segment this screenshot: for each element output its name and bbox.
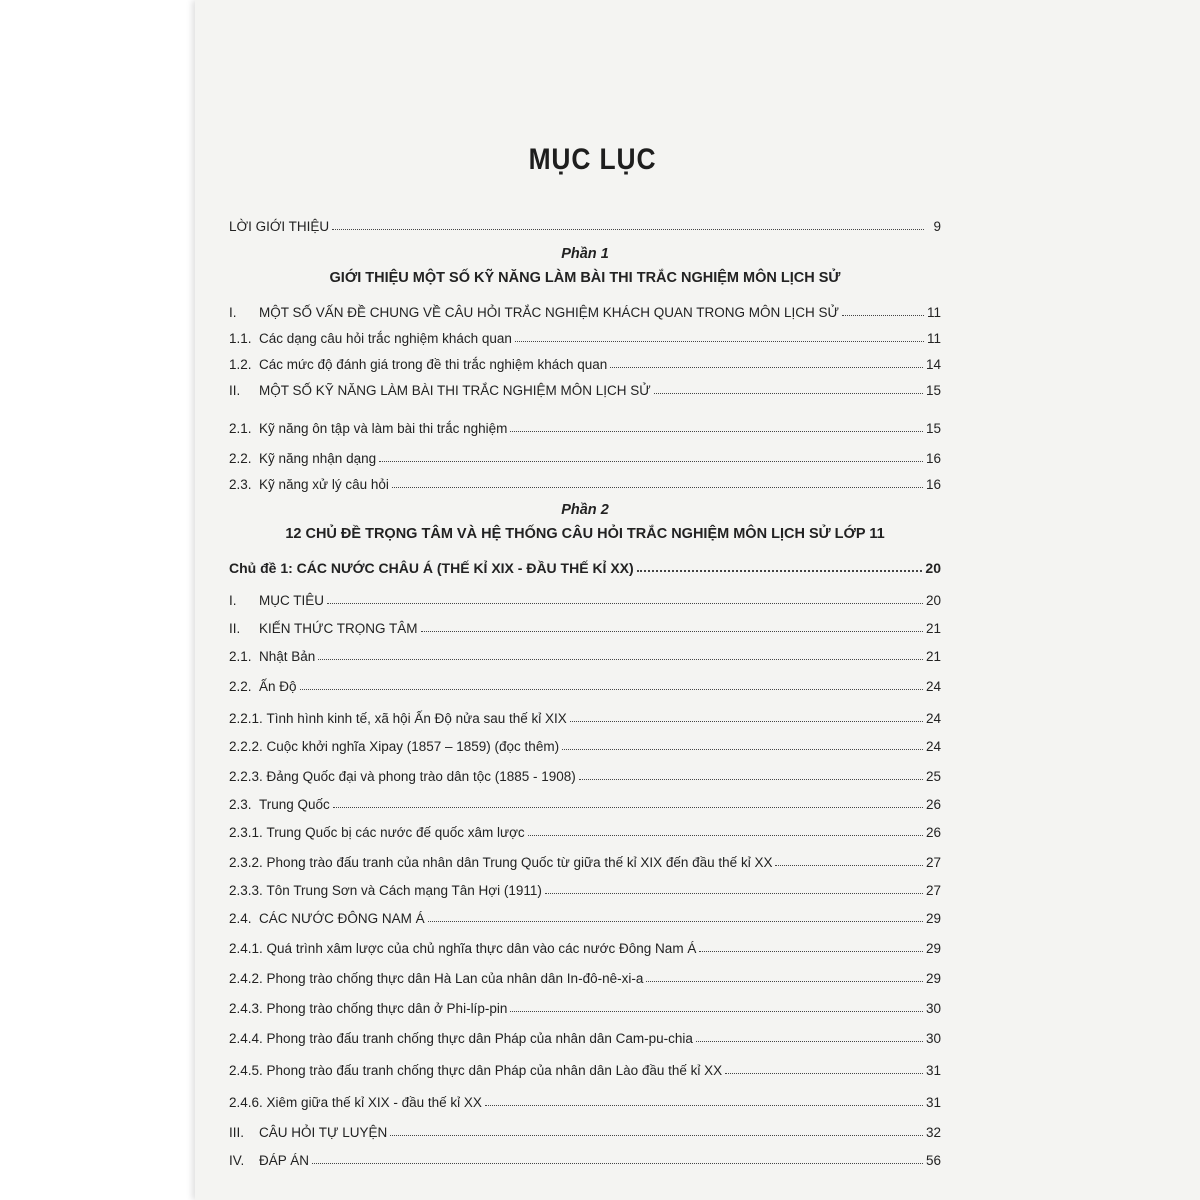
part-2-heading: Phần 2 bbox=[561, 502, 609, 518]
toc-entry-label: LỜI GIỚI THIỆU bbox=[229, 219, 330, 234]
toc-entry-number bbox=[229, 1001, 267, 1016]
toc-entry-label: MỘT SỐ VẤN ĐỀ CHUNG VỀ CÂU HỎI TRẮC NGHIỆM KHÁCH QUAN TRONG MÔN LỊCH SỬ bbox=[259, 305, 840, 320]
dot-leader bbox=[390, 1134, 923, 1136]
dot-leader bbox=[579, 778, 923, 780]
dot-leader bbox=[562, 748, 923, 750]
dot-leader bbox=[332, 228, 924, 230]
toc-entry bbox=[229, 640, 941, 664]
toc-entry-page: 21 bbox=[925, 649, 941, 664]
toc-entry bbox=[229, 992, 941, 1016]
toc-entry-number bbox=[229, 941, 267, 956]
toc-entry-label: Các dạng câu hỏi trắc nghiệm khách quan bbox=[259, 331, 512, 346]
toc-entry bbox=[229, 846, 941, 870]
toc-entry-label: CÁC NƯỚC ĐÔNG NAM Á bbox=[259, 911, 425, 926]
toc-entry bbox=[229, 1054, 941, 1078]
toc-entry-number: 2.3. bbox=[229, 477, 252, 492]
toc-entry-page: 30 bbox=[925, 1001, 941, 1016]
toc-entry-label: Kỹ năng nhận dạng bbox=[259, 451, 377, 466]
toc-entry bbox=[229, 468, 941, 492]
toc-entry-label: MỘT SỐ KỸ NĂNG LÀM BÀI THI TRẮC NGHIỆM MÔN LỊCH SỬ bbox=[259, 383, 651, 398]
toc-entry-number-text: 2.4.1. bbox=[229, 941, 263, 956]
toc-topic-entry bbox=[229, 552, 941, 576]
toc-entry bbox=[229, 296, 941, 320]
toc-entry-number bbox=[229, 971, 267, 986]
toc-entry-number-text: 2.3.3. bbox=[229, 883, 263, 898]
dot-leader bbox=[392, 486, 923, 488]
toc-entry bbox=[229, 374, 941, 398]
toc-entry-number: II. bbox=[229, 383, 241, 398]
dot-leader bbox=[842, 314, 924, 316]
toc-entry-page: 11 bbox=[926, 331, 941, 346]
toc-entry-page: 16 bbox=[925, 451, 941, 466]
toc-entry-label: Phong trào chống thực dân ở Phi-líp-pin bbox=[266, 1001, 508, 1016]
toc-entry-label: Quá trình xâm lược của chủ nghĩa thực dân vào các nước Đông Nam Á bbox=[266, 941, 697, 956]
toc-entry-number: IV. bbox=[229, 1153, 245, 1168]
toc-entry-label: Phong trào chống thực dân Hà Lan của nhân dân In-đô-nê-xi-a bbox=[266, 971, 644, 986]
toc-entry-number bbox=[229, 1095, 267, 1110]
toc-entry-number: II. bbox=[229, 621, 241, 636]
toc-entry bbox=[229, 1144, 941, 1168]
toc-entry-page: 32 bbox=[925, 1125, 941, 1140]
dot-leader bbox=[327, 602, 923, 604]
toc-entry-number bbox=[229, 739, 267, 754]
dot-leader bbox=[421, 630, 923, 632]
toc-entry-number: 1.1. bbox=[229, 331, 252, 346]
toc-entry-number bbox=[229, 855, 267, 870]
toc-entry-label: Các mức độ đánh giá trong đề thi trắc nghiệm khách quan bbox=[259, 357, 608, 372]
toc-entry-number-text: 2.4.6. bbox=[229, 1095, 263, 1110]
toc-entry-number bbox=[229, 883, 267, 898]
toc-entry-number bbox=[229, 1063, 267, 1078]
toc-entry-page: 24 bbox=[925, 739, 941, 754]
toc-entry-number: I. bbox=[229, 593, 237, 608]
toc-entry-page: 20 bbox=[925, 593, 941, 608]
toc-entry-number-text: 2.3.2. bbox=[229, 855, 263, 870]
toc-entry bbox=[229, 612, 941, 636]
toc-entry bbox=[229, 788, 941, 812]
dot-leader bbox=[428, 920, 923, 922]
toc-entry-page: 26 bbox=[925, 825, 941, 840]
toc-entry-label: Kỹ năng xử lý câu hỏi bbox=[259, 477, 389, 492]
toc-entry-number: I. bbox=[229, 305, 237, 320]
toc-entry-label: ĐÁP ÁN bbox=[259, 1153, 310, 1168]
dot-leader bbox=[510, 1010, 923, 1012]
dot-leader bbox=[637, 569, 923, 572]
toc-entry-page: 14 bbox=[925, 357, 941, 372]
toc-entry-page: 16 bbox=[925, 477, 941, 492]
page-title: MỤC LỤC bbox=[528, 143, 657, 176]
toc-entry-page: 56 bbox=[925, 1153, 941, 1168]
dot-leader bbox=[300, 688, 923, 690]
toc-entry-number: 2.4. bbox=[229, 911, 252, 926]
part-1-subtitle: GIỚI THIỆU MỘT SỐ KỸ NĂNG LÀM BÀI THI TRẮC NGHIỆM MÔN LỊCH SỬ bbox=[329, 270, 841, 286]
toc-entry bbox=[229, 670, 941, 694]
toc-entry-number: III. bbox=[229, 1125, 245, 1140]
toc-entry-page: 25 bbox=[925, 769, 941, 784]
toc-entry-page: 20 bbox=[925, 560, 941, 576]
toc-entry-label: Trung Quốc bbox=[259, 797, 330, 812]
toc-entry-number: 2.2. bbox=[229, 451, 252, 466]
dot-leader bbox=[333, 806, 923, 808]
dot-leader bbox=[545, 892, 923, 894]
dot-leader bbox=[510, 430, 923, 432]
toc-entry-page: 24 bbox=[925, 711, 941, 726]
toc-entry-label: Phong trào đấu tranh chống thực dân Pháp của nhân dân Cam-pu-chia bbox=[266, 1031, 693, 1046]
toc-entry-number-text: 2.4.2. bbox=[229, 971, 263, 986]
dot-leader bbox=[775, 864, 923, 866]
toc-entry-page: 15 bbox=[925, 421, 941, 436]
dot-leader bbox=[610, 366, 923, 368]
toc-entry-number-text: 2.4.4. bbox=[229, 1031, 263, 1046]
dot-leader bbox=[379, 460, 923, 462]
dot-leader bbox=[654, 392, 923, 394]
toc-entry-number bbox=[229, 711, 267, 726]
toc-entry bbox=[229, 412, 941, 436]
toc-entry bbox=[229, 902, 941, 926]
dot-leader bbox=[696, 1040, 923, 1042]
toc-entry bbox=[229, 760, 941, 784]
toc-entry-number: 2.1. bbox=[229, 649, 252, 664]
toc-entry bbox=[229, 584, 941, 608]
toc-entry-page: 29 bbox=[925, 971, 941, 986]
toc-entry-page: 15 bbox=[925, 383, 941, 398]
toc-entry bbox=[229, 1116, 941, 1140]
toc-entry-label: Tôn Trung Sơn và Cách mạng Tân Hợi (1911) bbox=[266, 883, 542, 898]
toc-entry bbox=[229, 932, 941, 956]
toc-entry-number bbox=[229, 1031, 267, 1046]
toc-entry bbox=[229, 816, 941, 840]
dot-leader bbox=[570, 720, 923, 722]
toc-entry-page: 26 bbox=[925, 797, 941, 812]
toc-entry-number: 2.3. bbox=[229, 797, 252, 812]
dot-leader bbox=[725, 1072, 923, 1074]
toc-entry-number-text: 2.4.5. bbox=[229, 1063, 263, 1078]
toc-entry-number bbox=[229, 769, 267, 784]
dot-leader bbox=[528, 834, 923, 836]
toc-entry-label: Phong trào đấu tranh chống thực dân Pháp của nhân dân Lào đầu thế kỉ XX bbox=[266, 1063, 723, 1078]
toc-entry bbox=[229, 1022, 941, 1046]
dot-leader bbox=[318, 658, 923, 660]
toc-entry-number-text: 2.4.3. bbox=[229, 1001, 263, 1016]
toc-entry-number: 2.2. bbox=[229, 679, 252, 694]
toc-entry bbox=[229, 1086, 941, 1110]
toc-entry bbox=[229, 442, 941, 466]
toc-entry-number: 1.2. bbox=[229, 357, 252, 372]
toc-entry-label: Trung Quốc bị các nước đế quốc xâm lược bbox=[266, 825, 525, 840]
toc-entry-page: 31 bbox=[925, 1063, 941, 1078]
toc-entry-label: KIẾN THỨC TRỌNG TÂM bbox=[259, 621, 418, 636]
toc-entry-intro bbox=[229, 210, 941, 234]
toc-entry-page: 21 bbox=[925, 621, 941, 636]
part-1-heading: Phần 1 bbox=[561, 246, 609, 262]
toc-entry-page: 24 bbox=[925, 679, 941, 694]
toc-entry-label: Kỹ năng ôn tập và làm bài thi trắc nghiệm bbox=[259, 421, 508, 436]
toc-entry-number bbox=[229, 825, 267, 840]
toc-entry-label: Phong trào đấu tranh của nhân dân Trung Quốc từ giữa thế kỉ XIX đến đầu thế kỉ XX bbox=[266, 855, 773, 870]
toc-entry-label: CÂU HỎI TỰ LUYỆN bbox=[259, 1125, 388, 1140]
toc-entry-label: MỤC TIÊU bbox=[259, 593, 325, 608]
toc-entry bbox=[229, 874, 941, 898]
toc-entry-page: 11 bbox=[926, 305, 941, 320]
toc-entry-number: 2.1. bbox=[229, 421, 252, 436]
dot-leader bbox=[515, 340, 924, 342]
toc-entry bbox=[229, 322, 941, 346]
toc-entry bbox=[229, 348, 941, 372]
toc-entry-label: Tình hình kinh tế, xã hội Ấn Độ nửa sau thế kỉ XIX bbox=[266, 711, 567, 726]
toc-entry-label: Xiêm giữa thế kỉ XIX - đầu thế kỉ XX bbox=[266, 1095, 482, 1110]
toc-entry-label: Ấn Độ bbox=[259, 679, 297, 694]
part-2-subtitle: 12 CHỦ ĐỀ TRỌNG TÂM VÀ HỆ THỐNG CÂU HỎI TRẮC NGHIỆM MÔN LỊCH SỬ LỚP 11 bbox=[285, 526, 885, 542]
dot-leader bbox=[312, 1162, 923, 1164]
toc-entry-page: 30 bbox=[925, 1031, 941, 1046]
toc-entry-page: 29 bbox=[925, 911, 941, 926]
toc-entry-label: Nhật Bản bbox=[259, 649, 316, 664]
toc-entry-page: 29 bbox=[925, 941, 941, 956]
toc-entry bbox=[229, 730, 941, 754]
toc-entry-number-text: 2.2.2. bbox=[229, 739, 263, 754]
dot-leader bbox=[646, 980, 923, 982]
toc-entry-number-text: 2.3.1. bbox=[229, 825, 263, 840]
toc-entry-label: Đảng Quốc đại và phong trào dân tộc (1885 - 1908) bbox=[266, 769, 576, 784]
toc-entry-label: Cuộc khởi nghĩa Xipay (1857 – 1859) (đọc thêm) bbox=[266, 739, 560, 754]
toc-entry bbox=[229, 702, 941, 726]
toc-entry-label: Chủ đề 1: CÁC NƯỚC CHÂU Á (THẾ KỈ XIX - ĐẦU THẾ KỈ XX) bbox=[229, 560, 634, 576]
toc-entry bbox=[229, 962, 941, 986]
dot-leader bbox=[485, 1104, 923, 1106]
toc-entry-page: 27 bbox=[925, 883, 941, 898]
toc-entry-page: 9 bbox=[933, 219, 941, 234]
toc-entry-page: 31 bbox=[925, 1095, 941, 1110]
toc-entry-number-text: 2.2.1. bbox=[229, 711, 263, 726]
toc-entry-number-text: 2.2.3. bbox=[229, 769, 263, 784]
toc-entry-page: 27 bbox=[925, 855, 941, 870]
dot-leader bbox=[699, 950, 923, 952]
